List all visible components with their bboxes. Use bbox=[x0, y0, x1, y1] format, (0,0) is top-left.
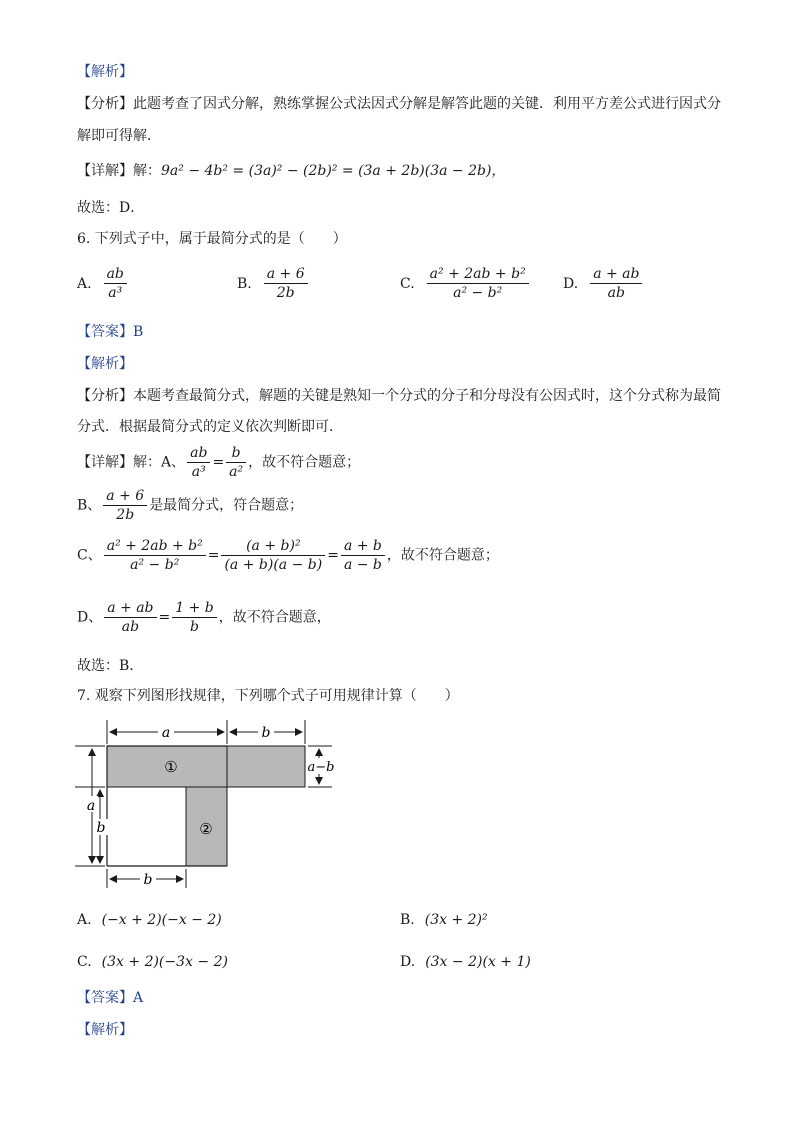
detail-suffix: ，故不符合题意； bbox=[386, 547, 499, 564]
fraction bbox=[172, 600, 217, 635]
numerator: b bbox=[226, 445, 246, 463]
region-1-label: ① bbox=[164, 758, 178, 776]
fraction bbox=[341, 538, 385, 573]
numerator: ab bbox=[187, 445, 210, 463]
denominator: ab bbox=[121, 619, 140, 635]
shaded-region-1 bbox=[107, 746, 305, 787]
q7-option-b[interactable] bbox=[400, 910, 488, 930]
numerator: a + ab bbox=[590, 266, 642, 284]
geometry-figure bbox=[70, 716, 340, 896]
denominator: a² bbox=[229, 464, 244, 480]
numerator: (a + b)² bbox=[221, 538, 325, 556]
label-a-left: a bbox=[86, 798, 96, 814]
denominator: a³ bbox=[108, 285, 123, 301]
label-a-minus-b: a−b bbox=[307, 760, 335, 775]
detail-suffix: ，故不符合题意； bbox=[248, 454, 361, 471]
denominator: ab bbox=[607, 285, 625, 301]
question-7-stem: 7. 观察下列图形找规律，下列哪个式子可用规律计算（ ） bbox=[77, 688, 459, 704]
q7-option-a[interactable] bbox=[77, 910, 222, 930]
analysis-text: 【分析】本题考查最简分式，解题的关键是熟知一个分式的分子和分母没有公因式时，这个分式称为最简 bbox=[77, 388, 721, 404]
numerator: ab bbox=[104, 266, 127, 284]
option-label: A. bbox=[77, 912, 92, 928]
fraction bbox=[104, 600, 156, 635]
detail-suffix: ，故不符合题意， bbox=[218, 609, 331, 626]
detail-c: C、 $\frac{\text{a² + 2ab + b²}}{\text{a² − b²}}$ = $\frac{\text{(a + b)²}}{(a + b)(a - b)}$ = $\frac{a + b}{a - b}$ ，故不符合题意； bbox=[77, 538, 499, 573]
answer-header: 【答案】B bbox=[77, 324, 144, 340]
denominator: a³ bbox=[191, 464, 206, 480]
detail-prefix: D、 bbox=[77, 609, 103, 626]
option-label: C. bbox=[400, 275, 415, 292]
option-label: D. bbox=[400, 954, 416, 970]
numerator: a² + 2ab + b² bbox=[104, 538, 206, 556]
option-label: D. bbox=[563, 275, 579, 292]
q7-option-c[interactable] bbox=[77, 952, 228, 972]
fraction bbox=[427, 266, 529, 301]
denominator: a − b bbox=[343, 557, 382, 573]
detail-prefix: 【详解】解：A、 bbox=[77, 454, 186, 471]
fraction bbox=[226, 445, 246, 480]
detail-prefix: C、 bbox=[77, 547, 102, 564]
q7-option-d[interactable] bbox=[400, 952, 531, 972]
denominator: (a + b)(a − b) bbox=[224, 557, 323, 573]
option-expr: (−x + 2)(−x − 2) bbox=[101, 912, 222, 928]
q6-option-a[interactable] bbox=[77, 266, 129, 301]
choice-result: 故选：D． bbox=[77, 200, 145, 216]
denominator: b bbox=[190, 619, 199, 635]
numerator: a² + 2ab + b² bbox=[427, 266, 529, 284]
option-label: B. bbox=[237, 275, 252, 292]
q6-option-d[interactable] bbox=[563, 266, 644, 301]
analysis-text-cont: 解即可得解． bbox=[77, 128, 161, 144]
fraction bbox=[103, 488, 147, 523]
choice-result: 故选：B． bbox=[77, 658, 144, 674]
denominator: 2b bbox=[276, 285, 295, 301]
answer-header: 【答案】A bbox=[77, 990, 144, 1006]
numerator: a + ab bbox=[104, 600, 156, 618]
detail-a: 【详解】解：A、 $\frac{ab}{\text{a³}}$ = $\frac{b}{\text{a²}}$ ，故不符合题意； bbox=[77, 445, 361, 480]
option-expr: (3x + 2)(−3x − 2) bbox=[101, 954, 228, 970]
label-a-top: a bbox=[161, 725, 171, 741]
q6-option-b[interactable] bbox=[237, 266, 310, 301]
fraction bbox=[187, 445, 210, 480]
option-expr: (3x − 2)(x + 1) bbox=[425, 954, 531, 970]
fraction bbox=[104, 266, 127, 301]
analysis-text: 【分析】此题考查了因式分解，熟练掌握公式法因式分解是解答此题的关键．利用平方差公式进行因式分 bbox=[77, 96, 721, 112]
q6-option-c[interactable] bbox=[400, 266, 531, 301]
detail-line bbox=[77, 161, 505, 181]
fraction bbox=[104, 538, 206, 573]
detail-b bbox=[77, 488, 303, 523]
denominator: a² − b² bbox=[130, 557, 180, 573]
detail-formula: 9a² − 4b² = (3a)² − (2b)² = (3a + 2b)(3a − 2b)， bbox=[161, 163, 506, 179]
detail-suffix: 是最简分式，符合题意； bbox=[149, 497, 304, 514]
jiexi-header: 【解析】 bbox=[77, 356, 133, 372]
option-expr: (3x + 2)² bbox=[424, 912, 488, 928]
label-b-bottom: b bbox=[143, 872, 153, 888]
option-label: A. bbox=[77, 275, 92, 292]
numerator: a + 6 bbox=[264, 266, 308, 284]
fraction bbox=[590, 266, 642, 301]
fraction bbox=[264, 266, 308, 301]
fraction bbox=[221, 538, 325, 573]
analysis-text-cont: 分式．根据最简分式的定义依次判断即可． bbox=[77, 419, 343, 435]
jiexi-header: 【解析】 bbox=[77, 64, 133, 80]
denominator: a² − b² bbox=[453, 285, 503, 301]
numerator: a + b bbox=[341, 538, 385, 556]
detail-d: D、 $\frac{a + ab}{ab}$ = $\frac{1 + b}{b}$ ，故不符合题意， bbox=[77, 600, 331, 635]
label-b-top: b bbox=[261, 725, 271, 741]
detail-prefix: B、 bbox=[77, 497, 102, 514]
numerator: 1 + b bbox=[172, 600, 217, 618]
question-6-stem: 6. 下列式子中，属于最简分式的是（ ） bbox=[77, 231, 347, 247]
denominator: 2b bbox=[116, 507, 135, 523]
region-2-label: ② bbox=[199, 820, 213, 838]
jiexi-header: 【解析】 bbox=[77, 1022, 133, 1038]
option-label: B. bbox=[400, 912, 415, 928]
detail-label: 【详解】解： bbox=[77, 163, 161, 179]
numerator: a + 6 bbox=[103, 488, 147, 506]
label-b-left: b bbox=[96, 820, 106, 836]
option-label: C. bbox=[77, 954, 92, 970]
